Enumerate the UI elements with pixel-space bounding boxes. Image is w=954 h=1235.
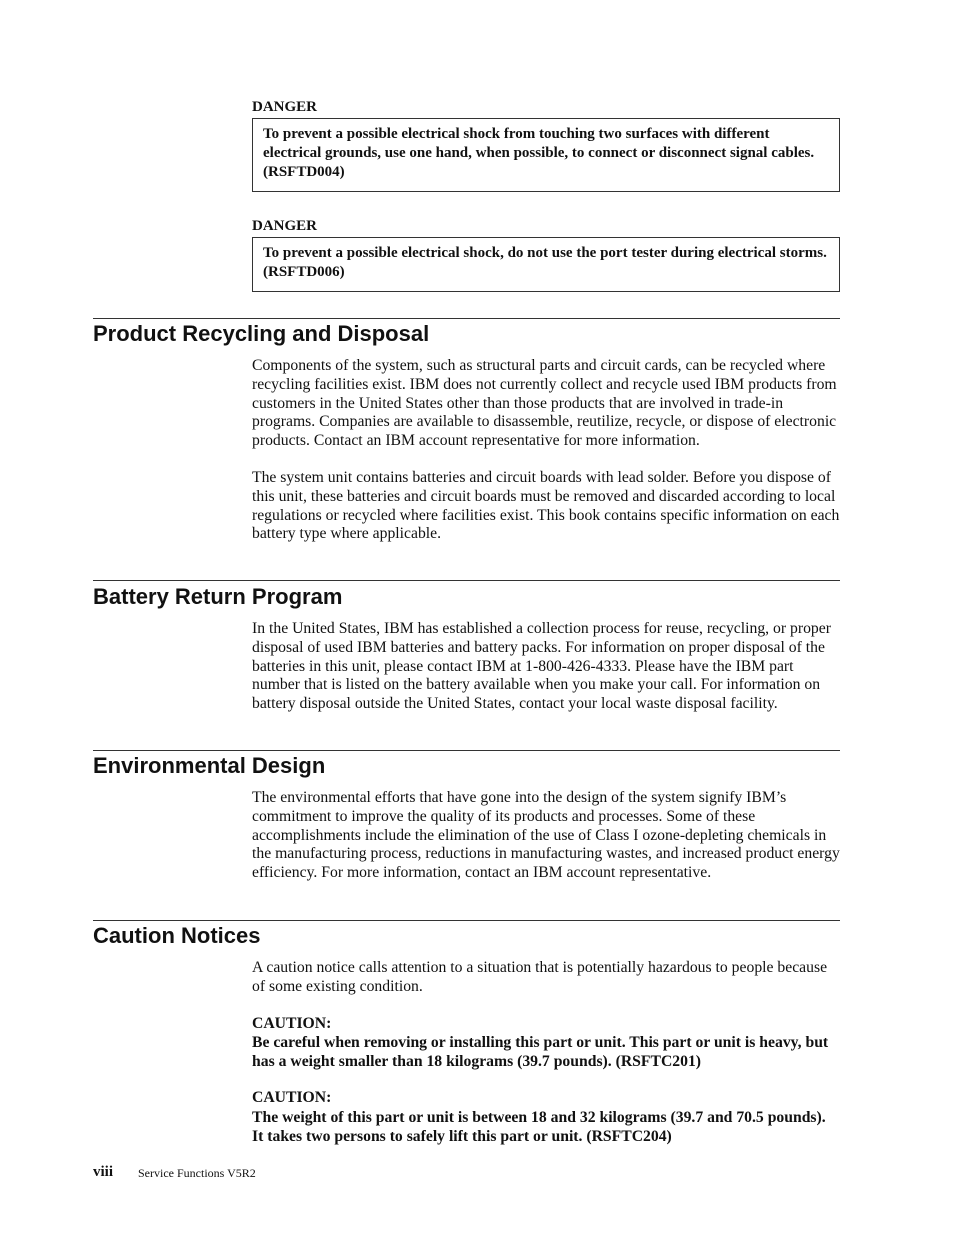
section-body bbox=[252, 357, 842, 544]
section-heading: Battery Return Program bbox=[93, 584, 343, 609]
section-divider bbox=[93, 750, 840, 751]
section-divider bbox=[93, 580, 840, 581]
paragraph: A caution notice calls attention to a situation that is potentially hazardous to people because of some existing condition. bbox=[252, 959, 828, 995]
paragraph: The environmental efforts that have gone into the design of the system signify IBM’s commitment to improve the quality of its products and processes. Some of these accomplishments include the elimination of the use of Class I ozone-depleting chemicals in the manufacturing process, reductions in manufacturing wastes, and increased product energy efficiency. For more information, contact an IBM account representative. bbox=[252, 789, 840, 882]
section-heading: Environmental Design bbox=[93, 753, 326, 778]
section-body bbox=[252, 789, 842, 883]
danger-label: DANGER bbox=[252, 218, 318, 234]
section-divider bbox=[93, 318, 840, 319]
danger-label: DANGER bbox=[252, 99, 318, 115]
section-divider bbox=[93, 920, 840, 921]
paragraph: Components of the system, such as structural parts and circuit cards, can be recycled where recycling facilities exist. IBM does not currently collect and recycle used IBM products from customers in the United States other than those products that are involved in trade-in programs. Companies are available to disassemble, reutilize, recycle, or dispose of electronic products. Contact an IBM account representative for more information. bbox=[252, 357, 837, 450]
book-title: Service Functions V5R2 bbox=[138, 1166, 256, 1180]
paragraph: In the United States, IBM has established a collection process for reuse, recycling, or proper disposal of used IBM batteries and battery packs. For information on proper disposal of the batteries in this unit, please contact IBM at 1-800-426-4333. Please have the IBM part number that is listed on the battery available when you make your call. For information on battery disposal outside the United States, contact your local waste disposal facility. bbox=[252, 620, 831, 713]
caution-label: CAUTION: bbox=[252, 1015, 332, 1032]
section-body bbox=[252, 620, 842, 714]
paragraph: The system unit contains batteries and circuit boards with lead solder. Before you dispose of this unit, these batteries and circuit boards must be removed and discarded according to local regulations or recycled where facilities exist. This book contains specific information on each battery type where applicable. bbox=[252, 468, 840, 543]
caution-text: Be careful when removing or installing this part or unit. This part or unit is heavy, but has a weight smaller than 18 kilograms (39.7 pounds). (RSFTC201) bbox=[252, 1034, 829, 1070]
caution-text: The weight of this part or unit is between 18 and 32 kilograms (39.7 and 70.5 pounds). It takes two persons to safely lift this part or unit. (RSFTC204) bbox=[252, 1109, 826, 1145]
section-heading: Caution Notices bbox=[93, 923, 261, 948]
section-heading: Product Recycling and Disposal bbox=[93, 321, 430, 346]
danger-notice-box: To prevent a possible electrical shock, do not use the port tester during electrical storms. (RSFTD006) bbox=[252, 237, 840, 292]
page-number: viii bbox=[93, 1164, 114, 1180]
caution-label: CAUTION: bbox=[252, 1089, 332, 1106]
danger-notice-box: To prevent a possible electrical shock from touching two surfaces with different electrical grounds, use one hand, when possible, to connect or disconnect signal cables. (RSFTD004) bbox=[252, 118, 840, 192]
section-body bbox=[252, 959, 842, 997]
